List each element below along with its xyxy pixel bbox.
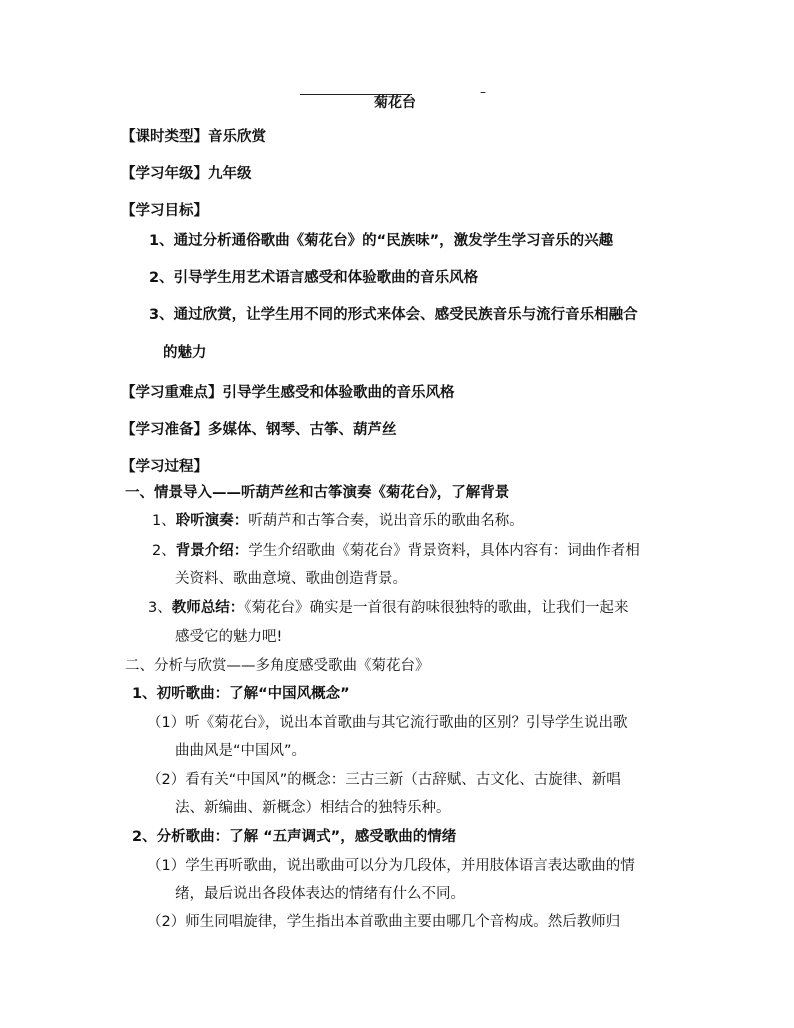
key-label: 【学习重难点】	[121, 385, 223, 401]
s1-item-1-heading: 聆听演奏：	[175, 513, 249, 529]
key-value: 引导学生感受和体验歌曲的音乐风格	[222, 385, 455, 401]
s1-item-1-text: 听葫芦和古筝合奏，说出音乐的歌曲名称。	[248, 513, 524, 529]
lesson-type-label: 【课时类型】	[121, 129, 208, 145]
s1-item-2	[152, 541, 640, 561]
s1-item-2-heading: 背景介绍：	[175, 543, 249, 559]
header-dash: –	[480, 85, 486, 99]
process-label: 【学习过程】	[121, 459, 208, 475]
grade-row	[121, 164, 252, 184]
lesson-type-value: 音乐欣赏	[208, 129, 266, 145]
prep-label: 【学习准备】	[121, 422, 208, 438]
key-row	[121, 383, 455, 403]
goal-item-3: 3、通过欣赏，让学生用不同的形式来体会、感受民族音乐与流行音乐相融合	[149, 307, 638, 323]
lesson-type-row	[121, 127, 266, 147]
s2-sub-1: 1、初听歌曲：了解“中国风概念”	[132, 686, 350, 702]
section-2-title: 二、分析与欣赏——多角度感受歌曲《菊花台》	[125, 658, 430, 674]
s1-item-3-num: 3、	[148, 600, 172, 616]
s1-item-2-text: 学生介绍歌曲《菊花台》背景资料，具体内容有：词曲作者相	[248, 543, 640, 559]
section-1-title: 一、情景导入——听葫芦丝和古筝演奏《菊花台》，了解背景	[125, 485, 510, 501]
grade-label: 【学习年级】	[121, 166, 208, 182]
s2-sub-2: 2、分析歌曲：了解 “五声调式”，感受歌曲的情绪	[132, 829, 457, 845]
grade-value: 九年级	[208, 166, 252, 182]
s1-item-2-num: 2、	[152, 543, 176, 559]
s2-sub-2-p1: （1）学生再听歌曲，说出歌曲可以分为几段体，并用肢体语言表达歌曲的情	[147, 858, 635, 874]
s2-sub-2-p2: （2）师生同唱旋律，学生指出本首歌曲主要由哪几个音构成。然后教师归	[147, 914, 621, 930]
s1-item-2-cont: 关资料、歌曲意境、歌曲创造背景。	[175, 571, 407, 587]
s1-item-3-cont: 感受它的魅力吧!	[175, 629, 283, 645]
s1-item-1	[152, 511, 524, 531]
s1-item-1-num: 1、	[152, 513, 176, 529]
goal-item-3-cont: 的魅力	[163, 345, 207, 361]
goals-label: 【学习目标】	[121, 203, 208, 219]
s1-item-3	[148, 598, 628, 618]
s1-item-3-heading: 教师总结：	[171, 600, 245, 616]
s2-sub-1-p2: （2）看有关“中国风”的概念：三古三新（古辞赋、古文化、古旋律、新唱	[147, 772, 621, 788]
s2-sub-1-p1-cont: 曲曲风是“中国风”。	[175, 743, 307, 759]
prep-row	[121, 420, 397, 440]
s2-sub-1-p1: （1）听《菊花台》，说出本首歌曲与其它流行歌曲的区别？引导学生说出歌	[147, 715, 628, 731]
s2-sub-1-p2-cont: 法、新编曲、新概念）相结合的独特乐种。	[175, 800, 451, 816]
s1-item-3-text: 《菊花台》确实是一首很有韵味很独特的歌曲，让我们一起来	[244, 600, 629, 616]
s2-sub-2-p1-cont: 绪，最后说出各段体表达的情绪有什么不同。	[175, 886, 465, 902]
goal-item-1: 1、通过分析通俗歌曲《菊花台》的“民族味”，激发学生学习音乐的兴趣	[149, 233, 614, 249]
page-title: 菊花台	[374, 95, 416, 111]
goal-item-2: 2、引导学生用艺术语言感受和体验歌曲的音乐风格	[149, 270, 479, 286]
prep-value: 多媒体、钢琴、古筝、葫芦丝	[208, 422, 397, 438]
